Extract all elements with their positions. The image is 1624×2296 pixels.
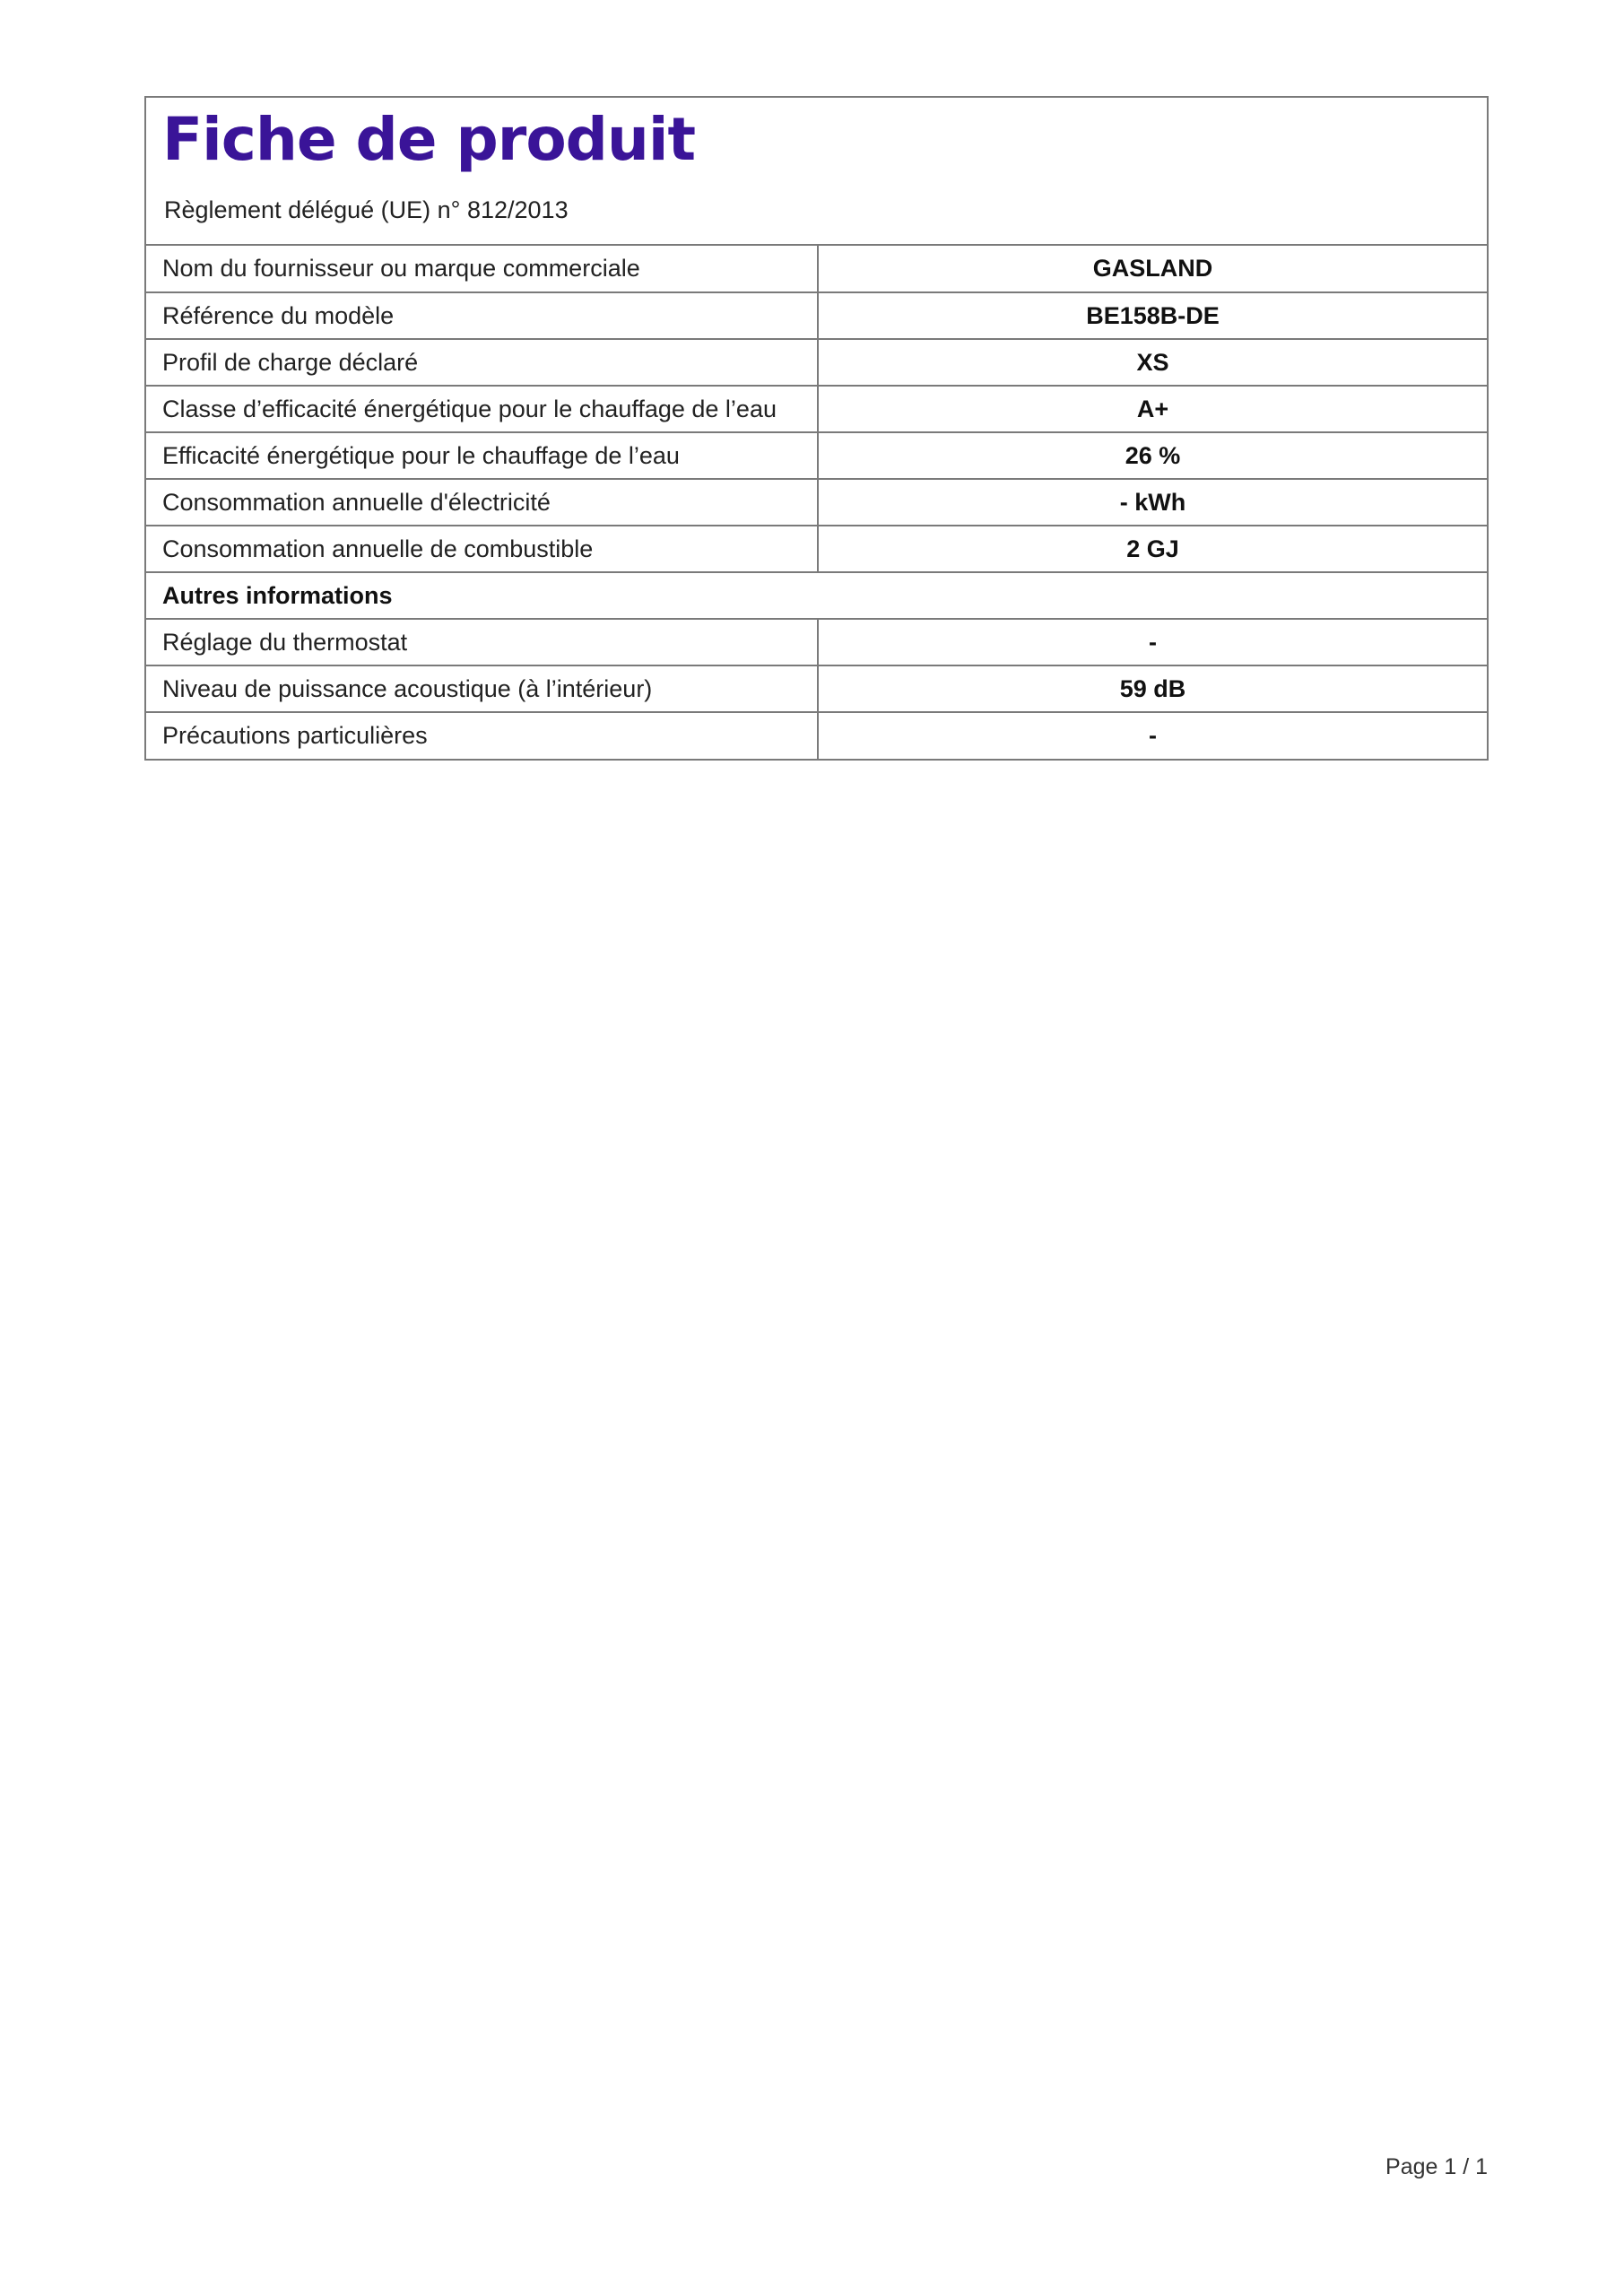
row-value: - kWh	[818, 479, 1487, 526]
row-label: Efficacité énergétique pour le chauffage de l’eau	[146, 432, 818, 479]
row-label: Référence du modèle	[146, 292, 818, 339]
row-value: A+	[818, 386, 1487, 432]
regulation-subtitle: Règlement délégué (UE) n° 812/2013	[164, 196, 569, 223]
row-value: -	[1149, 722, 1157, 749]
row-label: Consommation annuelle de combustible	[146, 526, 818, 572]
row-value: GASLAND	[818, 246, 1487, 292]
table-row	[146, 665, 1487, 712]
table-row	[146, 386, 1487, 432]
row-value: 59 dB	[818, 665, 1487, 712]
table-row	[146, 479, 1487, 526]
page-title: Fiche de produit	[162, 105, 696, 174]
sheet-header	[146, 98, 1487, 246]
table-row	[146, 526, 1487, 572]
row-label: Profil de charge déclaré	[146, 339, 818, 386]
table-row	[146, 292, 1487, 339]
row-label: Précautions particulières	[146, 712, 818, 759]
row-label: Classe d’efficacité énergétique pour le chauffage de l’eau	[146, 386, 818, 432]
product-info-table	[146, 246, 1487, 759]
row-label: Nom du fournisseur ou marque commerciale	[146, 246, 818, 292]
product-sheet	[144, 96, 1489, 761]
row-label: Consommation annuelle d'électricité	[146, 479, 818, 526]
table-row	[146, 619, 1487, 665]
row-value: 26 %	[818, 432, 1487, 479]
row-label: Niveau de puissance acoustique (à l’intérieur)	[146, 665, 818, 712]
table-row	[146, 432, 1487, 479]
row-value: -	[818, 619, 1487, 665]
section-row	[146, 572, 1487, 619]
table-row	[146, 339, 1487, 386]
table-row	[146, 712, 1487, 759]
row-label: Réglage du thermostat	[146, 619, 818, 665]
table-row	[146, 246, 1487, 292]
section-heading: Autres informations	[146, 572, 1487, 619]
page-number: Page 1 / 1	[1385, 2154, 1488, 2179]
row-value: 2 GJ	[818, 526, 1487, 572]
row-value: XS	[818, 339, 1487, 386]
row-value: BE158B-DE	[818, 292, 1487, 339]
